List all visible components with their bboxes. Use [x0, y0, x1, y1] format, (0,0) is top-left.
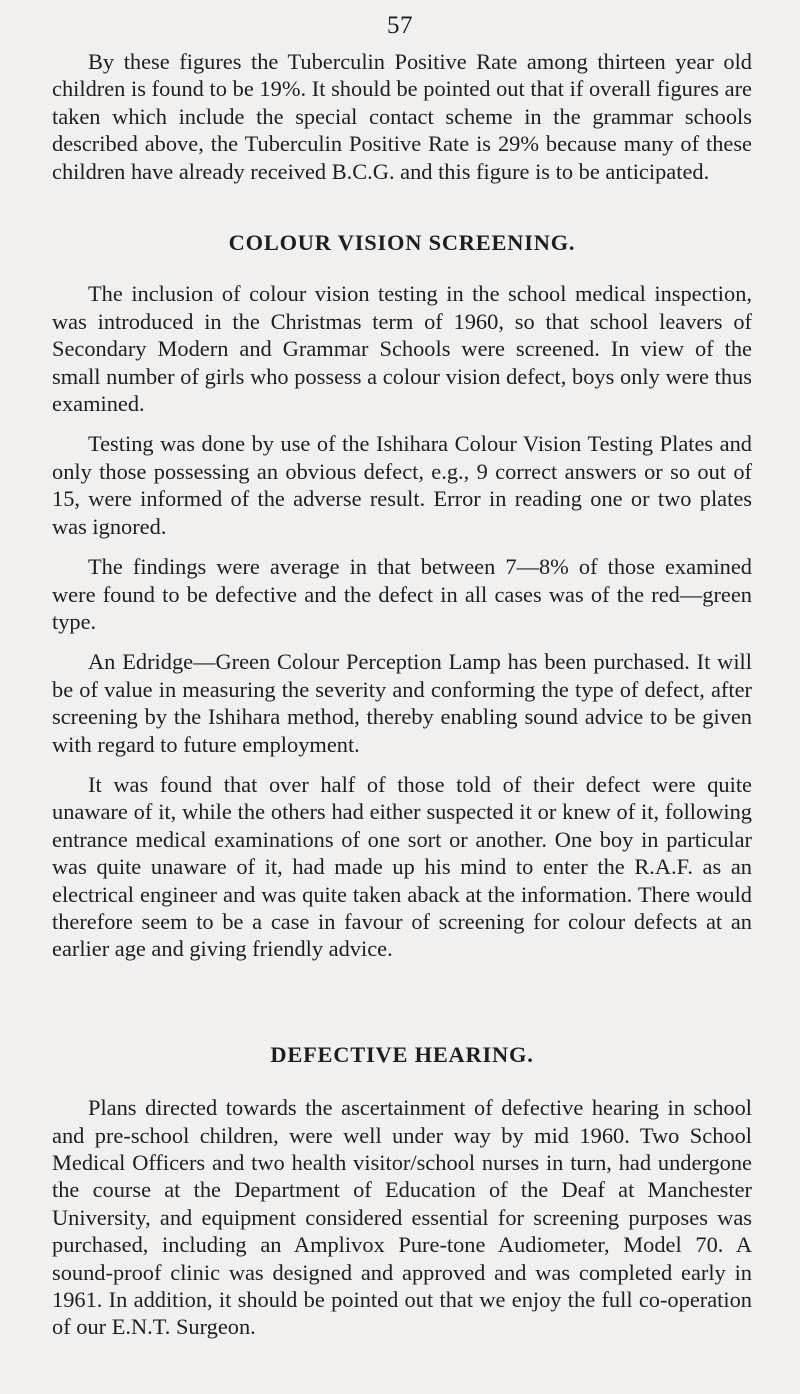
intro-paragraph: By these figures the Tuberculin Positive Rate among thirteen year old children is found to be 19%. It should be pointed out that if overall figures are taken which include the special contact scheme in the grammar schools described above, the Tuberculin Positive Rate is 29% because many of these children have already received B.C.G. and this figure is to be anticipated. — [52, 49, 752, 184]
colour-vision-paragraph: The findings were average in that between 7—8% of those examined were found to be defective and the defect in all cases was of the red—green type. — [52, 554, 752, 634]
colour-vision-paragraph: Testing was done by use of the Ishihara Colour Vision Testing Plates and only those possessing an obvious defect, e.g., 9 correct answers or so out of 15, were informed of the adverse result. Error in reading one or two plates was ignored. — [52, 431, 752, 539]
colour-vision-paragraph: The inclusion of colour vision testing in the school medical inspection, was introduced in the Christmas term of 1960, so that school leavers of Secondary Modern and Grammar Schools were screened. In view of the small number of girls who possess a colour vision defect, boys only were thus examined. — [52, 281, 752, 417]
colour-vision-heading: COLOUR VISION SCREENING. — [228, 230, 576, 256]
defective-hearing-heading: DEFECTIVE HEARING. — [270, 1041, 534, 1067]
colour-vision-paragraph: It was found that over half of those told of their defect were quite unaware of it, while the others had either suspected it or knew of it, following entrance medical examinations of one sort or another. One boy in particular was quite unaware of it, had made up his mind to enter the R.A.F. as an electrical engineer and was quite taken aback at the information. There would therefore seem to be a case in favour of screening for colour defects at an earlier age and giving friendly advice. — [52, 771, 752, 962]
colour-vision-paragraph: An Edridge—Green Colour Perception Lamp has been purchased. It will be of value in measuring the severity and conforming the type of defect, after screening by the Ishihara method, thereby enabling sound advice to be given with regard to future employment. — [52, 649, 752, 757]
page-content — [52, 48, 752, 1341]
defective-hearing-paragraph: Plans directed towards the ascertainment of defective hearing in school and pre-school children, were well under way by mid 1960. Two School Medical Officers and two health visitor/school nurses in turn, had undergone the course at the Department of Education of the Deaf at Manchester University, and equipment considered essential for screening purposes was purchased, including an Amplivox Pure-tone Audiometer, Model 70. A sound-proof clinic was designed and approved and was completed early in 1961. In addition, it should be pointed out that we enjoy the full co-operation of our E.N.T. Surgeon. — [52, 1095, 752, 1340]
page-number: 57 — [387, 12, 413, 39]
